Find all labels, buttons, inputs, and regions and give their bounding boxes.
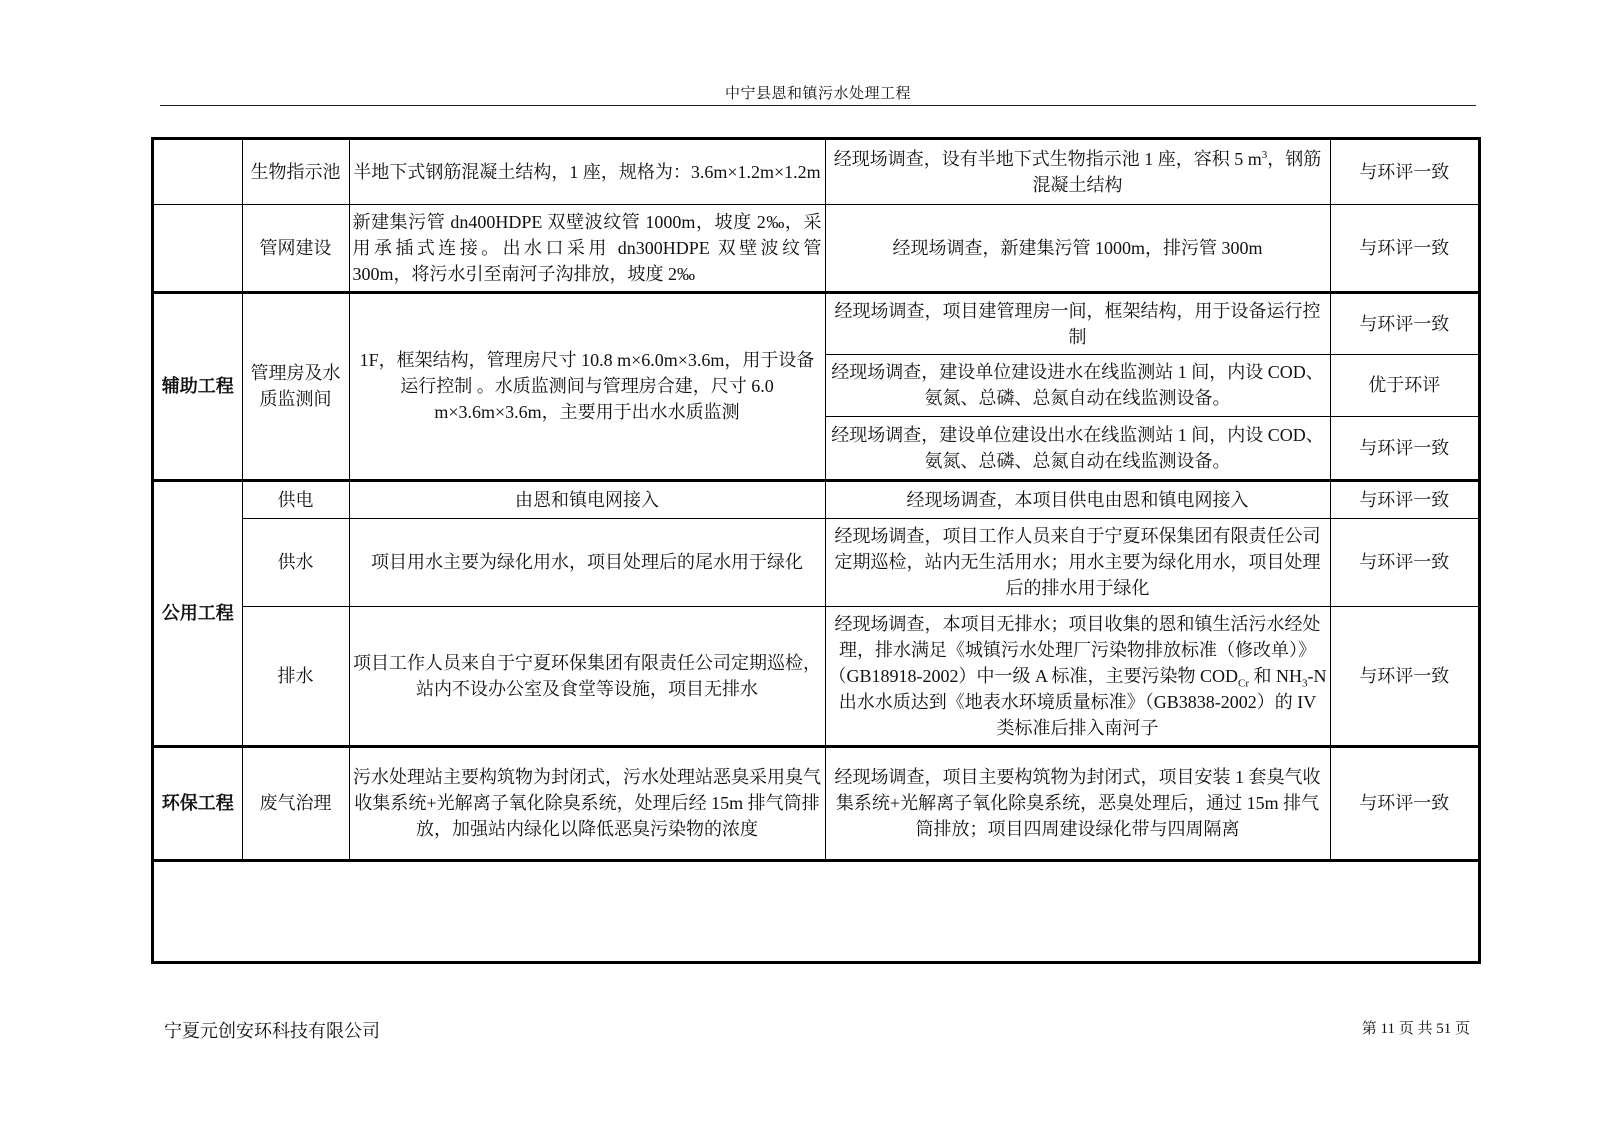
design-cell: 由恩和镇电网接入 xyxy=(349,480,825,518)
superscript: 3 xyxy=(1261,148,1268,161)
category-cell: 辅助工程 xyxy=(154,292,242,480)
actual-text: 经现场调查，设有半地下式生物指示池 1 座，容积 5 m xyxy=(833,148,1262,169)
item-cell: 供电 xyxy=(242,480,349,518)
table-row xyxy=(154,480,1478,518)
subscript: Cr xyxy=(1238,677,1250,690)
table-row xyxy=(154,140,1478,204)
result-cell: 与环评一致 xyxy=(1330,480,1478,518)
table-row xyxy=(154,292,1478,354)
actual-cell: 经现场调查，建设单位建设出水在线监测站 1 间，内设 COD、氨氮、总磷、总氮自动在线监测设备。 xyxy=(825,416,1330,480)
footer-page-number: 第 11 页 共 51 页 xyxy=(1361,1021,1470,1037)
result-cell: 与环评一致 xyxy=(1330,606,1478,746)
actual-text-tail: -N 出水水质达到《地表水环境质量标准》（GB3838-2002）的 IV 类标准后排入南河子 xyxy=(838,665,1327,738)
item-cell: 废气治理 xyxy=(242,746,349,860)
item-cell: 供水 xyxy=(242,518,349,606)
page-header-title: 中宁县恩和镇污水处理工程 xyxy=(724,86,911,102)
actual-cell xyxy=(825,606,1330,746)
design-cell: 项目工作人员来自于宁夏环保集团有限责任公司定期巡检，站内不设办公室及食堂等设施，项目无排水 xyxy=(349,606,825,746)
item-cell: 管网建设 xyxy=(242,204,349,292)
category-cell-empty xyxy=(154,204,242,292)
actual-cell: 经现场调查，新建集污管 1000m，排污管 300m xyxy=(825,204,1330,292)
category-cell: 公用工程 xyxy=(154,480,242,746)
design-cell: 1F，框架结构，管理房尺寸 10.8 m×6.0m×3.6m，用于设备运行控制 。水质监测间与管理房合建，尺寸 6.0 m×3.6m×3.6m，主要用于出水水质监测 xyxy=(349,292,825,480)
item-cell: 排水 xyxy=(242,606,349,746)
actual-text-tail: ，钢筋混凝土结构 xyxy=(1032,148,1322,195)
comparison-table-grid xyxy=(154,140,1478,862)
header-divider xyxy=(160,105,1476,106)
result-cell: 与环评一致 xyxy=(1330,204,1478,292)
result-cell: 优于环评 xyxy=(1330,354,1478,416)
item-cell: 管理房及水质监测间 xyxy=(242,292,349,480)
design-cell: 污水处理站主要构筑物为封闭式，污水处理站恶臭采用臭气收集系统+光解离子氧化除臭系统，处理后经 15m 排气筒排放，加强站内绿化以降低恶臭污染物的浓度 xyxy=(349,746,825,860)
table-row xyxy=(154,606,1478,746)
result-cell: 与环评一致 xyxy=(1330,292,1478,354)
actual-text: 经现场调查，本项目无排水；项目收集的恩和镇生活污水经处理，排水满足《城镇污水处理厂污染物排放标准（修改单）》（GB18918-2002）中一级 A 标准，主要污染物 COD xyxy=(828,613,1321,686)
actual-cell xyxy=(825,140,1330,204)
actual-cell: 经现场调查，项目工作人员来自于宁夏环保集团有限责任公司定期巡检，站内无生活用水；用水主要为绿化用水，项目处理后的排水用于绿化 xyxy=(825,518,1330,606)
category-cell: 环保工程 xyxy=(154,746,242,860)
design-cell: 新建集污管 dn400HDPE 双壁波纹管 1000m，坡度 2‰，采用承插式连接。出水口采用 dn300HDPE 双壁波纹管 300m，将污水引至南河子沟排放，坡度 2‰ xyxy=(349,204,825,292)
footer-company: 宁夏元创安环科技有限公司 xyxy=(164,1021,380,1041)
table-row xyxy=(154,518,1478,606)
result-cell: 与环评一致 xyxy=(1330,416,1478,480)
actual-cell: 经现场调查，本项目供电由恩和镇电网接入 xyxy=(825,480,1330,518)
result-cell: 与环评一致 xyxy=(1330,746,1478,860)
actual-cell: 经现场调查，项目主要构筑物为封闭式，项目安装 1 套臭气收集系统+光解离子氧化除臭系统，恶臭处理后，通过 15m 排气筒排放；项目四周建设绿化带与四周隔离 xyxy=(825,746,1330,860)
category-cell-empty xyxy=(154,140,242,204)
design-cell: 半地下式钢筋混凝土结构，1 座，规格为：3.6m×1.2m×1.2m xyxy=(349,140,825,204)
actual-text-mid: 和 NH xyxy=(1249,665,1303,686)
design-cell: 项目用水主要为绿化用水，项目处理后的尾水用于绿化 xyxy=(349,518,825,606)
comparison-table xyxy=(151,137,1481,964)
subscript: 3 xyxy=(1302,677,1308,690)
result-cell: 与环评一致 xyxy=(1330,140,1478,204)
table-row xyxy=(154,746,1478,860)
result-cell: 与环评一致 xyxy=(1330,518,1478,606)
actual-cell: 经现场调查，建设单位建设进水在线监测站 1 间，内设 COD、氨氮、总磷、总氮自动在线监测设备。 xyxy=(825,354,1330,416)
actual-cell: 经现场调查，项目建管理房一间，框架结构，用于设备运行控制 xyxy=(825,292,1330,354)
item-cell: 生物指示池 xyxy=(242,140,349,204)
table-row xyxy=(154,204,1478,292)
